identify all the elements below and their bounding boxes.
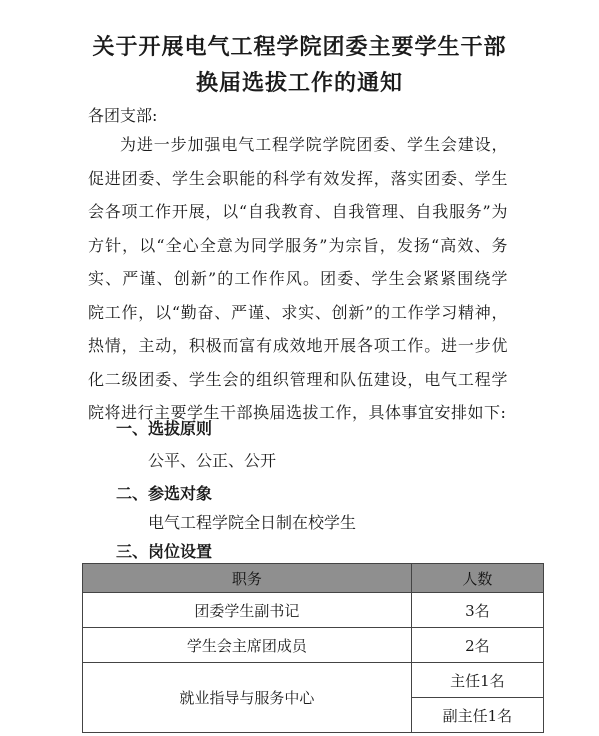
notice-title-line-1: 关于开展电气工程学院团委主要学生干部 [92, 34, 507, 60]
cell-role: 团委学生副书记 [83, 593, 412, 628]
cell-count: 主任1名 [411, 663, 543, 698]
table-row [83, 593, 544, 628]
cell-count: 副主任1名 [411, 698, 543, 733]
cell-count: 3名 [411, 593, 543, 628]
positions-table [82, 563, 544, 733]
section-heading-eligibility: 二、参选对象 [116, 484, 213, 503]
header-role: 职务 [83, 564, 412, 593]
table-row [83, 663, 544, 698]
table-row [83, 628, 544, 663]
cell-count: 2名 [411, 628, 543, 663]
notice-title-line-2: 换届选拔工作的通知 [195, 70, 403, 96]
table-header-row [83, 564, 544, 593]
salutation: 各团支部: [88, 106, 158, 125]
section-heading-positions: 三、岗位设置 [116, 542, 213, 561]
section-content-eligibility: 电气工程学院全日制在校学生 [148, 513, 357, 532]
cell-role: 学生会主席团成员 [83, 628, 412, 663]
cell-role: 就业指导与服务中心 [83, 663, 412, 733]
section-heading-principles: 一、选拔原则 [116, 419, 213, 438]
intro-paragraph: 为进一步加强电气工程学院学院团委、学生会建设，促进团委、学生会职能的科学有效发挥，落实团委、学生会各项工作开展，以“自我教育、自我管理、自我服务”为方针，以“全心全意为同学服务”为宗旨，发扬“高效、务实、严谨、创新”的工作作风。团委、学生会紧紧围绕学院工作，以“勤奋、严谨、求实、创新”的工作学习精神，热情，主动，积极而富有成效地开展各项工作。进一步优化二级团委、学生会的组织管理和队伍建设，电气工程学院将进行主要学生干部换届选拔工作，具体事宜安排如下: [88, 135, 508, 422]
header-count: 人数 [411, 564, 543, 593]
section-content-principles: 公平、公正、公开 [148, 451, 277, 470]
